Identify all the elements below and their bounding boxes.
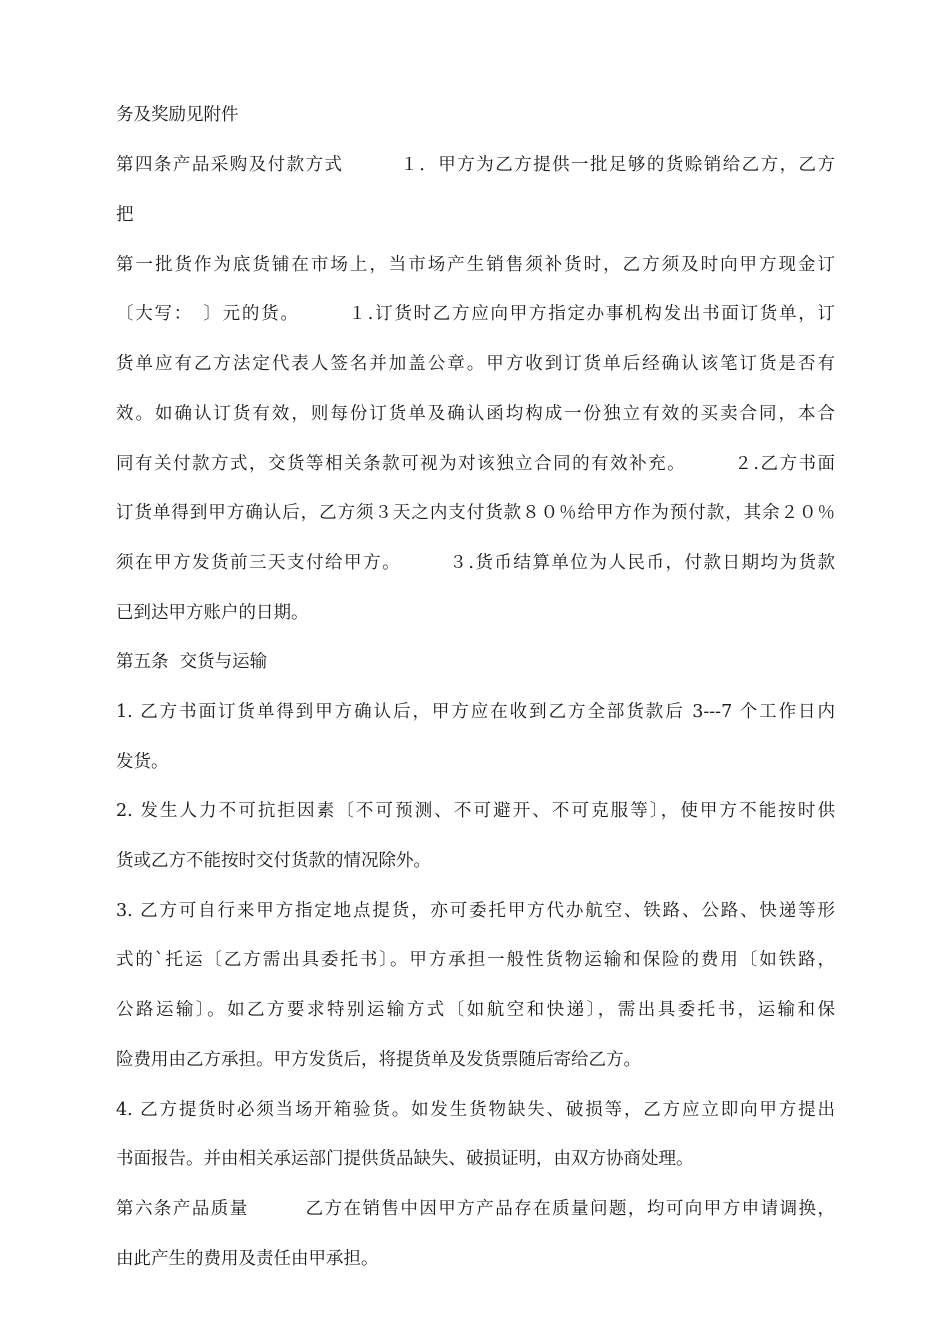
text-line: 书面报告。并由相关承运部门提供货品缺失、破损证明，由双方协商处理。 bbox=[116, 1149, 694, 1169]
text-line: 已到达甲方账户的日期。 bbox=[116, 603, 309, 623]
text-line: 3. 乙方可自行来甲方指定地点提货，亦可委托甲方代办航空、铁路、公路、快递等形 bbox=[116, 901, 835, 921]
text-line: 第四条产品采购及付款方式 １．甲方为乙方提供一批足够的货赊销给乙方，乙方 bbox=[116, 155, 835, 175]
text-line: 货单应有乙方法定代表人签名并加盖公章。甲方收到订货单后经确认该笔订货是否有 bbox=[116, 354, 835, 374]
text-line: 把 bbox=[116, 205, 134, 225]
text-line: 务及奖励见附件 bbox=[116, 105, 239, 125]
text-line: 4. 乙方提货时必须当场开箱验货。如发生货物缺失、破损等，乙方应立即向甲方提出 bbox=[116, 1100, 835, 1120]
text-line: 订货单得到甲方确认后，乙方须３天之内支付货款８０％给甲方作为预付款，其余２０％ bbox=[116, 503, 835, 523]
text-line: 货或乙方不能按时交付货款的情况除外。 bbox=[116, 851, 431, 871]
text-line: 须在甲方发货前三天支付给甲方。 ３.货币结算单位为人民币，付款日期均为货款 bbox=[116, 553, 835, 573]
text-line: 由此产生的费用及责任由甲承担。 bbox=[116, 1249, 379, 1269]
text-line: 1. 乙方书面订货单得到甲方确认后，甲方应在收到乙方全部货款后 3---7 个工作日内 bbox=[116, 702, 835, 722]
text-line: 式的`托运〔乙方需出具委托书〕。甲方承担一般性货物运输和保险的费用〔如铁路， bbox=[116, 950, 835, 970]
text-line: 效。如确认订货有效，则每份订货单及确认函均构成一份独立有效的买卖合同，本合 bbox=[116, 404, 835, 424]
text-line: 同有关付款方式，交货等相关条款可视为对该独立合同的有效补充。 ２.乙方书面 bbox=[116, 454, 835, 474]
text-line: 险费用由乙方承担。甲方发货后，将提货单及发货票随后寄给乙方。 bbox=[116, 1050, 641, 1070]
text-line: 第六条产品质量 乙方在销售中因甲方产品存在质量问题，均可向甲方申请调换， bbox=[116, 1199, 835, 1219]
text-line: 公路运输〕。如乙方要求特别运输方式〔如航空和快递〕，需出具委托书，运输和保 bbox=[116, 1000, 835, 1020]
text-line: 2. 发生人力不可抗拒因素〔不可预测、不可避开、不可克服等〕，使甲方不能按时供 bbox=[116, 801, 835, 821]
text-line: 发货。 bbox=[116, 752, 169, 772]
text-line: 第一批货作为底货铺在市场上，当市场产生销售须补货时，乙方须及时向甲方现金订 bbox=[116, 255, 835, 275]
section-heading: 第五条 交货与运输 bbox=[116, 652, 268, 672]
text-line: 〔大写： 〕元的货。 １.订货时乙方应向甲方指定办事机构发出书面订货单，订 bbox=[116, 304, 835, 324]
